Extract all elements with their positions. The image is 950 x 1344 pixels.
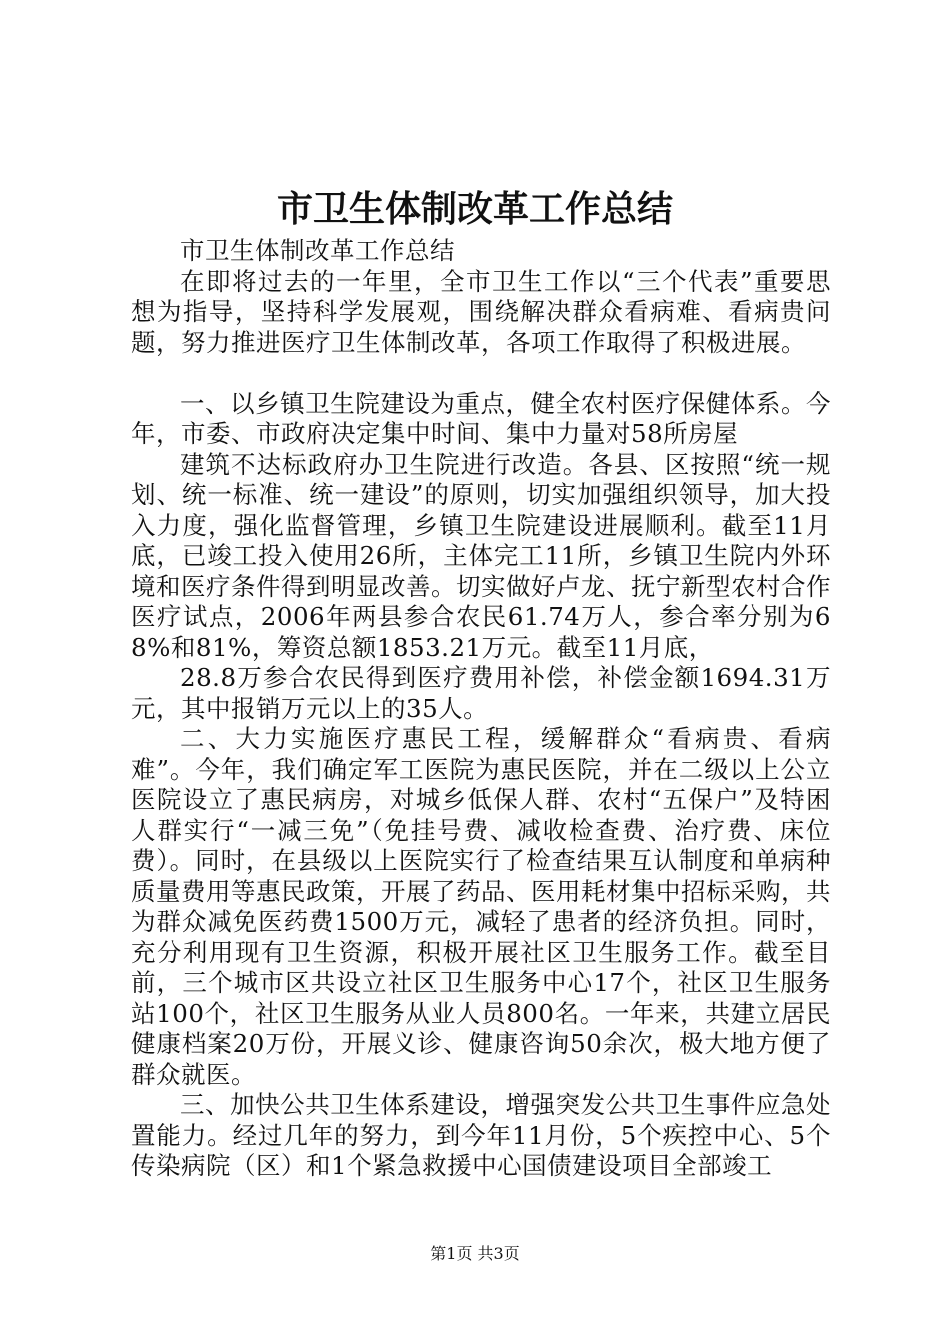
body-paragraph-section-2: 二、大力实施医疗惠民工程，缓解群众“看病贵、看病难”。今年，我们确定军工医院为惠民医院，并在二级以上公立医院设立了惠民病房，对城乡低保人群、农村“五保户”及特困人群实行“一减三免”（免挂号费、减收检查费、治疗费、床位费）。同时，在县级以上医院实行了检查结果互认制度和单病种质量费用等惠民政策，开展了药品、医用耗材集中招标采购，共为群众减免医药费1500万元，减轻了患者的经济负担。同时，充分利用现有卫生资源，积极开展社区卫生服务工作。截至目前，三个城市区共设立社区卫生服务中心17个，社区卫生服务站100个，社区卫生服务从业人员800名。一年来，共建立居民健康档案20万份，开展义诊、健康咨询50余次，极大地方便了群众就医。	[131, 724, 831, 1089]
body-paragraph-intro: 在即将过去的一年里，全市卫生工作以“三个代表”重要思想为指导，坚持科学发展观，围绕解决群众看病难、看病贵问题，努力推进医疗卫生体制改革，各项工作取得了积极进展。	[131, 266, 831, 357]
body-paragraph-section-3: 三、加快公共卫生体系建设，增强突发公共卫生事件应急处置能力。经过几年的努力，到今年11月份，5个疾控中心、5个传染病院（区）和1个紧急救援中心国债建设项目全部竣工	[131, 1090, 831, 1180]
body-paragraph-section-1-stats: 28.8万参合农民得到医疗费用补偿，补偿金额1694.31万元，其中报销万元以上的35人。	[131, 663, 831, 723]
body-paragraph-section-1: 一、以乡镇卫生院建设为重点，健全农村医疗保健体系。今年，市委、市政府决定集中时间、集中力量对58所房屋	[131, 388, 831, 448]
document-title: 市卫生体制改革工作总结	[276, 188, 673, 230]
document-body	[131, 236, 831, 1182]
body-paragraph-subtitle: 市卫生体制改革工作总结	[180, 236, 455, 265]
paragraph-gap	[131, 358, 831, 389]
page-number-footer: 第1页 共3页	[430, 1244, 520, 1263]
body-paragraph-section-1-cont: 建筑不达标政府办卫生院进行改造。各县、区按照“统一规划、统一标准、统一建设”的原则，切实加强组织领导，加大投入力度，强化监督管理，乡镇卫生院建设进展顺利。截至11月底，已竣工投入使用26所，主体完工11所，乡镇卫生院内外环境和医疗条件得到明显改善。切实做好卢龙、抚宁新型农村合作医疗试点，2006年两县参合农民61.74万人，参合率分别为68%和81%，筹资总额1853.21万元。截至11月底，	[131, 449, 831, 662]
